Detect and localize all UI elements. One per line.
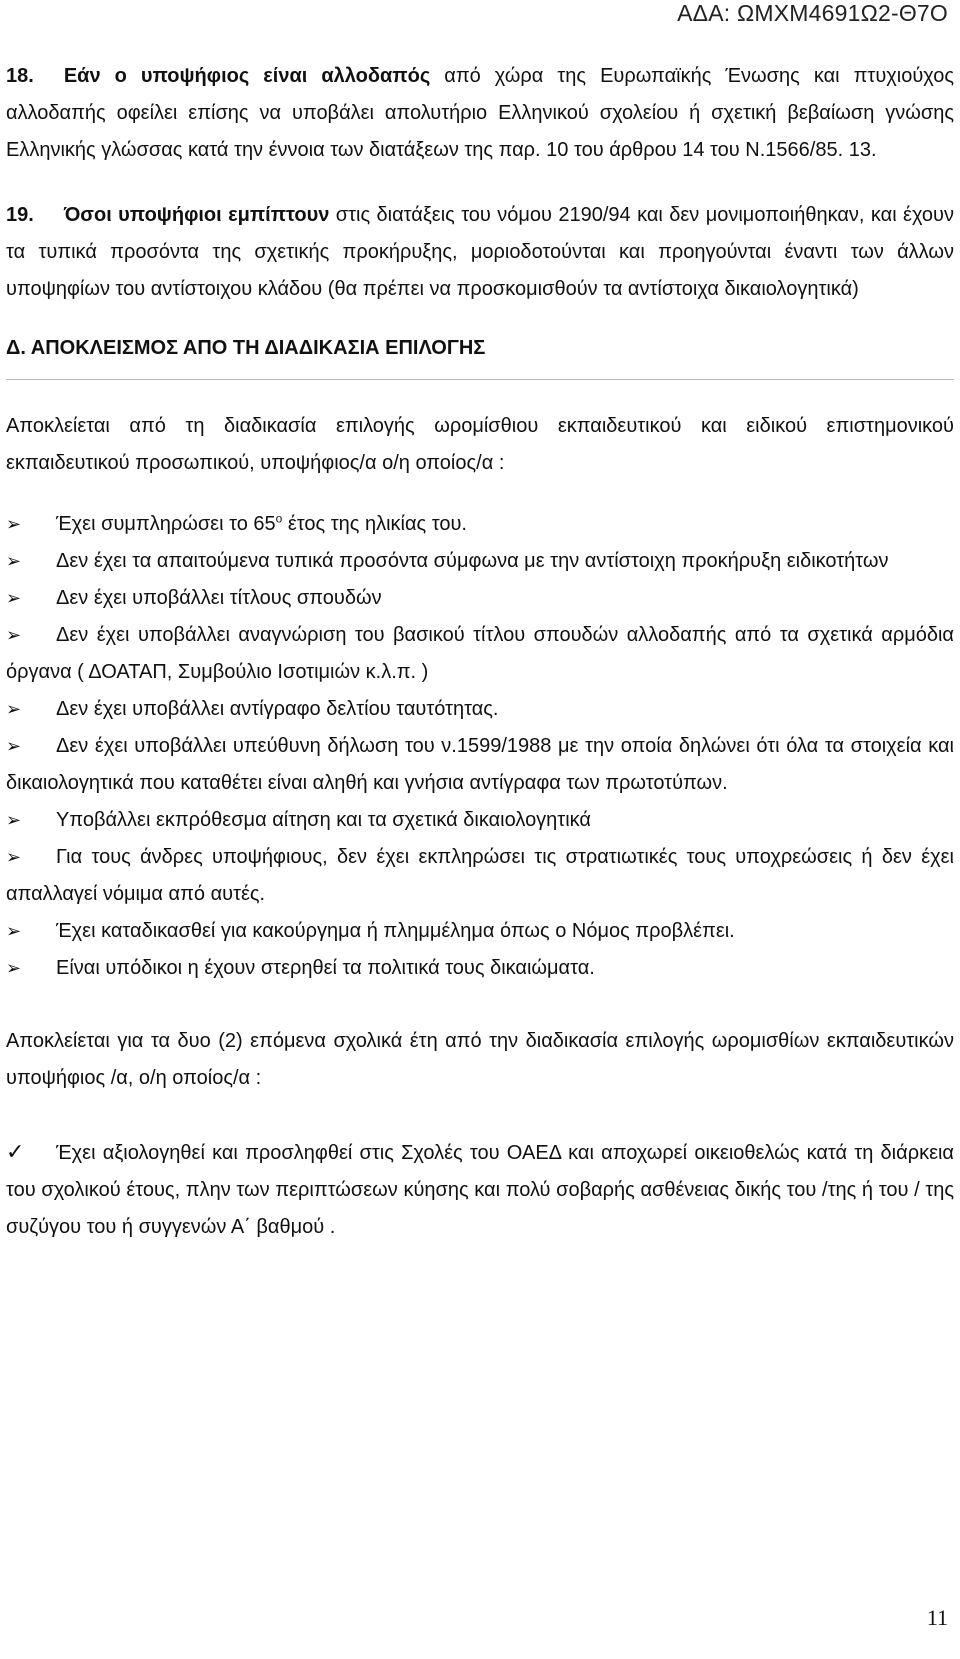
arrow-bullet-icon: ➢ [6, 736, 22, 756]
item-number: 19. [6, 204, 34, 226]
section-title: Δ. ΑΠΟΚΛΕΙΣΜΟΣ ΑΠΟ ΤΗ ΔΙΑΔΙΚΑΣΙΑ ΕΠΙΛΟΓΗΣ [6, 337, 486, 359]
list-item: ➢ Δεν έχει τα απαιτούμενα τυπικά προσόντα σύμφωνα με την αντίστοιχη προκήρυξη ειδικοτήτων [6, 543, 954, 580]
arrow-bullet-icon: ➢ [6, 847, 22, 867]
checkmark-icon: ✓ [6, 1139, 25, 1164]
list-item: ➢ Δεν έχει υποβάλλει υπεύθυνη δήλωση του ν.1599/1988 με την οποία δηλώνει ότι όλα τα στοιχεία και δικαιολογητικά που καταθέτει είναι αληθή και γνήσια αντίγραφα των πρωτοτύπων. [6, 728, 954, 802]
item-text: στις διατάξεις του νόμου 2190/94 και δεν μονιμοποιήθηκαν, και έχουν τα τυπικά προσόντα της σχετικής προκήρυξης, μοριοδοτούνται και προηγούνται έναντι των άλλων υποψηφίων του αντίστοιχου κλάδου (θα πρέπει να προσκομισθούν τα αντίστοιχα δικαιολογητικά) [6, 204, 954, 300]
list-item: ➢ Δεν έχει υποβάλλει αντίγραφο δελτίου ταυτότητας. [6, 691, 954, 728]
list-item: ➢ Έχει καταδικασθεί για κακούργημα ή πλημμέλημα όπως ο Νόμος προβλέπει. [6, 913, 954, 950]
ada-code: ΑΔΑ: ΩΜΧΜ4691Ω2-Θ7Ο [677, 0, 948, 26]
list-item: ➢ Για τους άνδρες υποψήφιους, δεν έχει εκπληρώσει τις στρατιωτικές τους υποχρεώσεις ή δεν έχει απαλλαγεί νόμιμα από αυτές. [6, 839, 954, 913]
list-item: ➢ Είναι υπόδικοι η έχουν στερηθεί τα πολιτικά τους δικαιώματα. [6, 950, 954, 987]
arrow-bullet-icon: ➢ [6, 625, 22, 645]
arrow-bullet-icon: ➢ [6, 514, 22, 534]
item-lead: Όσοι υποψήφιοι εμπίπτουν [63, 204, 330, 226]
list-item: ➢ Υποβάλλει εκπρόθεσμα αίτηση και τα σχετικά δικαιολογητικά [6, 802, 954, 839]
exclusion-intro: Αποκλείεται από τη διαδικασία επιλογής ωρομίσθιου εκπαιδευτικού και ειδικού επιστημονικού εκπαιδευτικού προσωπικού, υποψήφιος/α ο/η οποίος/α : [6, 415, 954, 474]
list-item: ➢ Έχει συμπληρώσει το $65^o$ έτος της ηλικίας του. [6, 506, 954, 543]
arrow-bullet-icon: ➢ [6, 958, 22, 978]
item-lead: Εάν ο υποψήφιος είναι αλλοδαπός [63, 65, 431, 87]
list-item: ✓ Έχει αξιολογηθεί και προσληφθεί στις Σχολές του ΟΑΕΔ και αποχωρεί οικειοθελώς κατά τη διάρκεια του σχολικού έτους, πλην των περιπτώσεων κύησης και πολύ σοβαρής ασθένειας δικής του /της ή του / της συζύγου του ή συγγενών Α΄ βαθμού . [6, 1133, 954, 1246]
page-number: 11 [926, 1605, 948, 1630]
item-number: 18. [6, 65, 34, 87]
arrow-bullet-icon: ➢ [6, 588, 22, 608]
arrow-bullet-icon: ➢ [6, 551, 22, 571]
exclusion2-intro: Αποκλείεται για τα δυο (2) επόμενα σχολικά έτη από την διαδικασία επιλογής ωρομισθίων εκπαιδευτικών υποψήφιος /α, ο/η οποίος/α : [6, 1030, 954, 1089]
list-item: ➢ Δεν έχει υποβάλλει αναγνώριση του βασικού τίτλου σπουδών αλλοδαπής από τα σχετικά αρμόδια όργανα ( ΔΟΑΤΑΠ, Συμβούλιο Ισοτιμιών κ.λ.π. ) [6, 617, 954, 691]
item-19 [6, 197, 954, 308]
list-item: ➢ Δεν έχει υποβάλλει τίτλους σπουδών [6, 580, 954, 617]
item-18 [6, 58, 954, 169]
arrow-bullet-icon: ➢ [6, 810, 22, 830]
document-body [6, 58, 954, 1246]
arrow-bullet-icon: ➢ [6, 921, 22, 941]
item-text: από χώρα της Ευρωπαϊκής Ένωσης και πτυχιούχος αλλοδαπής οφείλει επίσης να υποβάλει απολυτήριο Ελληνικού σχολείου ή σχετική βεβαίωση γνώσης Ελληνικής γλώσσας κατά την έννοια των διατάξεων της παρ. 10 του άρθρου 14 του Ν.1566/85. 13. [6, 65, 954, 161]
arrow-bullet-icon: ➢ [6, 699, 22, 719]
